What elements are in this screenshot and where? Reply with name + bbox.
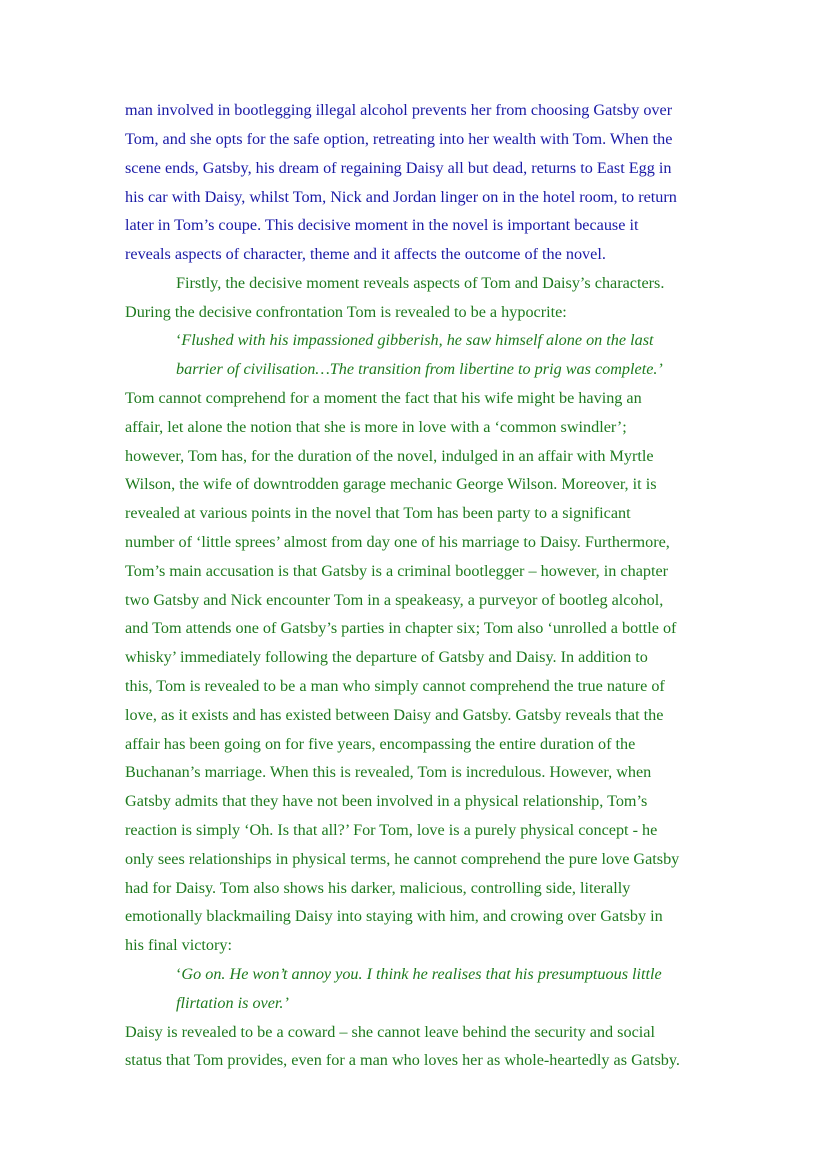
- analysis-line: and Tom attends one of Gatsby’s parties in chapter six; Tom also ‘unrolled a bottle of: [125, 619, 677, 637]
- intro-line: reveals aspects of character, theme and it affects the outcome of the novel.: [125, 245, 606, 263]
- analysis-line: Wilson, the wife of downtrodden garage mechanic George Wilson. Moreover, it is: [125, 475, 657, 493]
- paragraph-opening-line: Firstly, the decisive moment reveals aspects of Tom and Daisy’s characters.: [176, 274, 665, 292]
- analysis-line: number of ‘little sprees’ almost from day one of his marriage to Daisy. Furthermore,: [125, 533, 670, 551]
- analysis-line: affair has been going on for five years, encompassing the entire duration of the: [125, 735, 636, 753]
- analysis-line: affair, let alone the notion that she is more in love with a ‘common swindler’;: [125, 418, 627, 436]
- analysis-line: revealed at various points in the novel that Tom has been party to a significant: [125, 504, 631, 522]
- quote-open-mark: ‘: [176, 965, 182, 983]
- intro-line: scene ends, Gatsby, his dream of regaining Daisy all but dead, returns to East Egg in: [125, 159, 672, 177]
- closing-line: status that Tom provides, even for a man who loves her as whole-heartedly as Gatsby.: [125, 1051, 680, 1069]
- analysis-line: emotionally blackmailing Daisy into staying with him, and crowing over Gatsby in: [125, 907, 663, 925]
- quote-line: [176, 964, 662, 984]
- quote-text: Flushed with his impassioned gibberish, he saw himself alone on the last: [181, 331, 654, 349]
- closing-line: Daisy is revealed to be a coward – she cannot leave behind the security and social: [125, 1023, 655, 1041]
- analysis-line: Tom’s main accusation is that Gatsby is a criminal bootlegger – however, in chapter: [125, 562, 669, 580]
- analysis-line: this, Tom is revealed to be a man who simply cannot comprehend the true nature of: [125, 677, 665, 695]
- quote-open-mark: ‘: [176, 331, 182, 349]
- intro-line: Tom, and she opts for the safe option, retreating into her wealth with Tom. When the: [125, 130, 673, 148]
- analysis-line: Gatsby admits that they have not been involved in a physical relationship, Tom’s: [125, 792, 648, 810]
- analysis-line: Tom cannot comprehend for a moment the fact that his wife might be having an: [125, 389, 642, 407]
- quote-line: flirtation is over.’: [176, 994, 289, 1012]
- analysis-line: love, as it exists and has existed between Daisy and Gatsby. Gatsby reveals that the: [125, 706, 664, 724]
- intro-line: man involved in bootlegging illegal alcohol prevents her from choosing Gatsby over: [125, 101, 673, 119]
- analysis-line: had for Daisy. Tom also shows his darker, malicious, controlling side, literally: [125, 879, 631, 897]
- analysis-line: whisky’ immediately following the departure of Gatsby and Daisy. In addition to: [125, 648, 648, 666]
- analysis-line: reaction is simply ‘Oh. Is that all?’ For Tom, love is a purely physical concept - he: [125, 821, 658, 839]
- quote-text: Go on. He won’t annoy you. I think he realises that his presumptuous little: [181, 965, 662, 983]
- analysis-line: his final victory:: [125, 936, 232, 954]
- analysis-line: Buchanan’s marriage. When this is revealed, Tom is incredulous. However, when: [125, 763, 652, 781]
- quote-line: [176, 330, 654, 350]
- analysis-line: only sees relationships in physical terms, he cannot comprehend the pure love Gatsby: [125, 850, 680, 868]
- quote-line: barrier of civilisation…The transition from libertine to prig was complete.’: [176, 360, 663, 378]
- paragraph-opening-line: During the decisive confrontation Tom is revealed to be a hypocrite:: [125, 303, 567, 321]
- analysis-line: two Gatsby and Nick encounter Tom in a speakeasy, a purveyor of bootleg alcohol,: [125, 591, 664, 609]
- analysis-line: however, Tom has, for the duration of the novel, indulged in an affair with Myrtle: [125, 447, 654, 465]
- intro-line: later in Tom’s coupe. This decisive moment in the novel is important because it: [125, 216, 639, 234]
- intro-line: his car with Daisy, whilst Tom, Nick and Jordan linger on in the hotel room, to return: [125, 188, 677, 206]
